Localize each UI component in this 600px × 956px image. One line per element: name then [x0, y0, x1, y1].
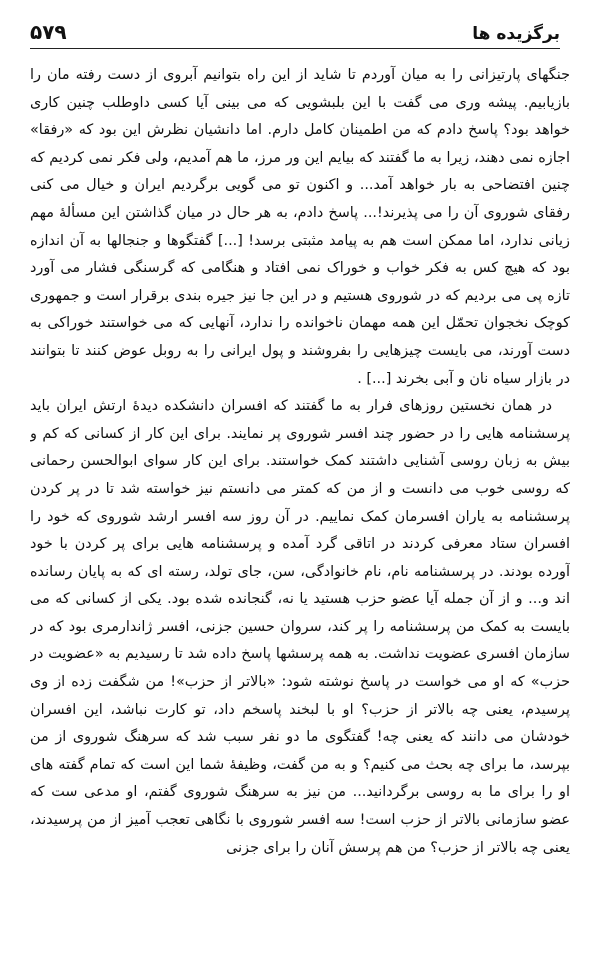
page-number: ۵۷۹ [30, 20, 67, 44]
body-text [30, 62, 570, 942]
page-header [30, 14, 560, 49]
running-title: برگزیده ها [472, 24, 560, 44]
paragraph-1: جنگهای پارتیزانی را به میان آوردم تا شاید از این راه بتوانیم آبروی از دست رفته مان را بازیابیم. پیشه وری می گفت با این بلبشویی که می بینی آیا کسی داوطلب چنین کاری خواهد بود؟ پاسخ دادم که من اطمینان کامل دارم. اما دانشیان نظرش این بود که «رفقا» اجازه نمی دهند، زیرا به ما گفتند که بیایم این ور مرز، ما هم آمدیم، ولی فکر نمی کردیم که چنین افتضاحی به بار خواهد آمد... و اکنون تو می گویی برگردیم ایران و خیال می کنی رفقای شوروی آن را می پذیرند!... پاسخ دادم، به هر حال در میان گذاشتن این مسألهٔ مهم زیانی ندارد، اما ممکن است هم به پیامد مثبتی برسد! [...] گفتگوها و جنجالها به آن اندازه بود که هیچ کس به فکر خواب و خوراک نمی افتاد و هنگامی که گرسنگی فشار می آورد تازه پی می بردیم که در شوروی هستیم و در این جا نیز جیره بندی برقرار است و جمهوری کوچک نخجوان تحمّل این همه مهمان ناخوانده را ندارد، آنهایی که می خواستند خوراکی به دست آورند، می بایست چیزهایی را بفروشند و پول ایرانی را به روبل عوض کنند تا بتوانند در بازار سیاه نان و آبی بخرند [...] . [30, 67, 570, 387]
paragraph-2: در همان نخستین روزهای فرار به ما گفتند که افسران دانشکده دیدهٔ ارتش ایران باید پرسشنامه هایی را در حضور چند افسر شوروی پر نمایند. برای این کار از کسانی که کم و بیش به زبان روسی آشنایی داشتند کمک خواستند. برای این کار سوای ابوالحسن رحمانی که روسی خوب می دانست و از من که کمتر می دانستم نیز خواسته شد تا در پر کردن پرسشنامه به یاران افسرمان کمک نماییم. در آن روز سه افسر ارشد شوروی که خود را افسران ستاد معرفی کردند در اتاقی گرد آمده و پرسشنامه هایی برای پر کردن با خود آورده بودند. در پرسشنامه نام، نام خانوادگی، سن، جای تولد، رسته ای که به پایان رسانده اند و... و از آن جمله آیا عضو حزب هستید یا نه، گنجانده شده بود. یکی از کسانی که می بایست به کمک من پرسشنامه را پر کند، سروان حسین جزنی، افسر ژاندارمری بود که در سازمان افسری عضویت نداشت. به همه پرسشها پاسخ داده شد تا رسیدیم به «عضویت در حزب» که او می خواست در پاسخ نوشته شود: «بالاتر از حزب»! من شگفت زده از وی پرسیدم، یعنی چه بالاتر از حزب؟ او با لبخند پاسخم داد، تو کارت نباشد، این افسران خودشان می دانند که یعنی چه! گفتگوی ما دو نفر سبب شد که سرهنگ شوروی از من بپرسد، ما برای چه بحث می کنیم؟ و به من گفت، وظیفهٔ شما این است که تمام گفته های او را برای ما به روسی برگردانید... من نیز به سرهنگ شوروی گفتم، او مدعی ست که عضو سازمانی بالاتر از حزب است! سه افسر شوروی با نگاهی تعجب آمیز از من پرسیدند، یعنی چه بالاتر از حزب؟ من هم پرسش آنان را برای جزنی [30, 398, 570, 856]
